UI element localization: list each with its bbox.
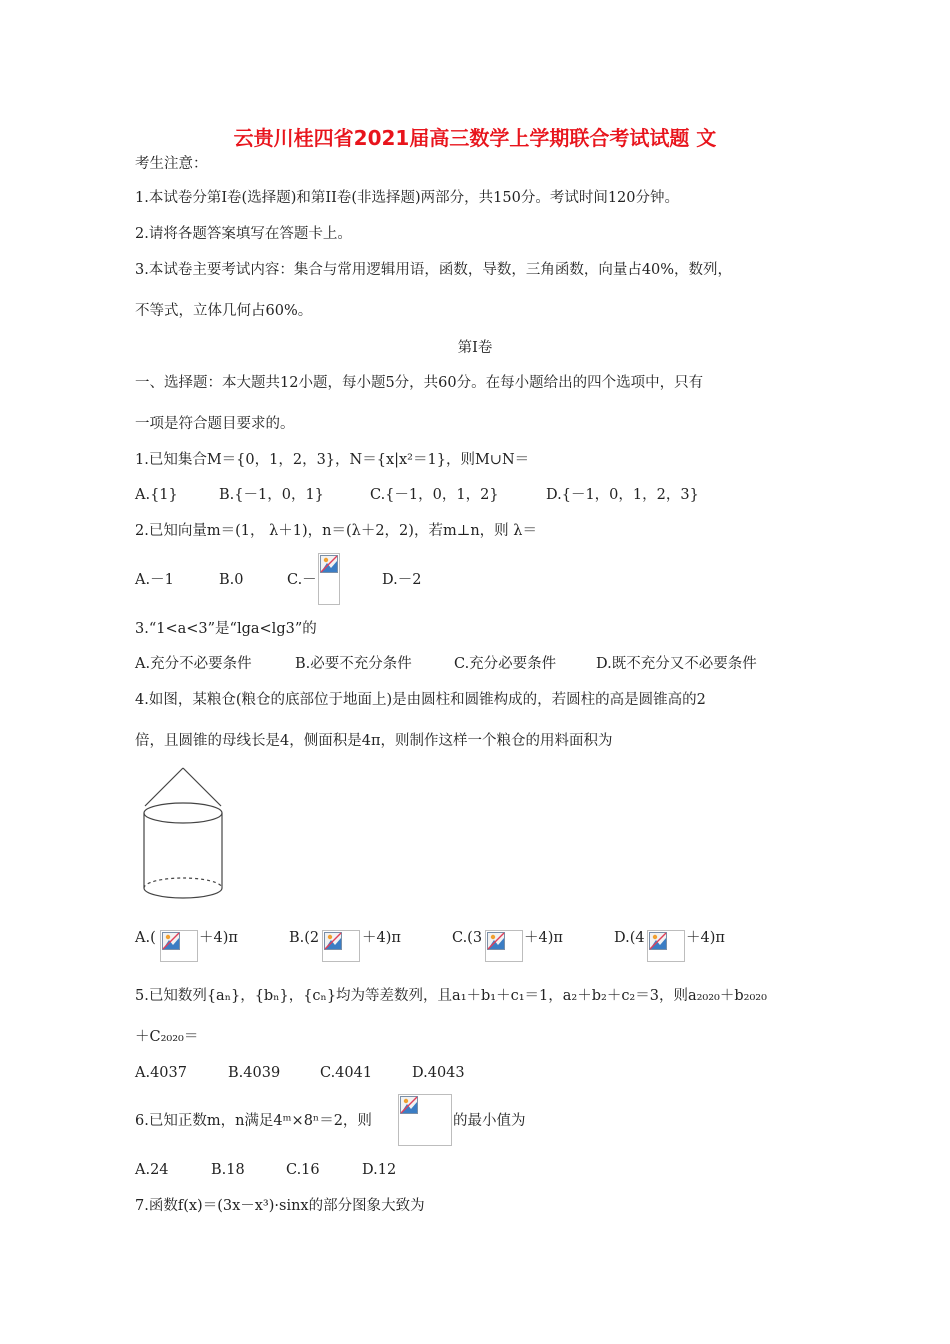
q5-stem-b: ＋C₂₀₂₀＝ (135, 1029, 199, 1045)
q4-stem-a: 4.如图，某粮仓(粮仓的底部位于地面上)是由圆柱和圆锥构成的，若圆柱的高是圆锥高的2 (135, 692, 706, 708)
q4-option-c-prefix: C.(3 (452, 930, 483, 946)
q2-option-d: D.－2 (382, 572, 422, 588)
cone-right-edge (183, 768, 221, 806)
q3-stem: 3.“1<a<3”是“lga<lg3”的 (135, 621, 317, 637)
granary-figure (136, 766, 230, 906)
q5-option-d: D.4043 (412, 1065, 465, 1081)
q3-option-c: C.充分必要条件 (454, 656, 557, 672)
q6-stem-prefix: 6.已知正数m，n满足4ᵐ×8ⁿ＝2，则 (135, 1113, 372, 1129)
q1-option-b: B.{－1，0，1} (219, 487, 324, 503)
broken-image-icon (649, 932, 667, 950)
notice-item-3b: 不等式，立体几何占60%。 (135, 303, 313, 319)
document-title: 云贵川桂四省2021届高三数学上学期联合考试试题 文 (233, 126, 717, 150)
q4-option-a-prefix: A.( (135, 930, 156, 946)
q6-option-a: A.24 (135, 1162, 169, 1178)
broken-image-icon (324, 932, 342, 950)
broken-image-icon (320, 555, 338, 573)
q1-option-d: D.{－1，0，1，2，3} (546, 487, 699, 503)
q4-option-c-image (485, 930, 523, 962)
q4-option-d-suffix: ＋4)π (686, 930, 725, 946)
q5-stem-a: 5.已知数列{aₙ}，{bₙ}，{cₙ}均为等差数列，且a₁＋b₁＋c₁＝1，a₂＋b₂＋c₂＝3，则a₂₀₂₀＋b₂₀₂₀ (135, 988, 767, 1004)
q1-option-c: C.{－1，0，1，2} (370, 487, 499, 503)
q2-option-b: B.0 (219, 572, 244, 588)
q1-stem: 1.已知集合M＝{0，1，2，3}，N＝{x|x²＝1}，则M∪N＝ (135, 452, 530, 468)
broken-image-icon (400, 1096, 418, 1114)
cylinder-bottom-back (144, 878, 222, 888)
q3-option-a: A.充分不必要条件 (135, 656, 252, 672)
q4-option-a-image (160, 930, 198, 962)
section-intro-b: 一项是符合题目要求的。 (135, 416, 295, 432)
q4-option-d-prefix: D.(4 (614, 930, 645, 946)
q5-option-a: A.4037 (135, 1065, 187, 1081)
q1-option-a: A.{1} (135, 487, 178, 503)
q2-option-c-image (318, 553, 340, 605)
q2-option-a: A.－1 (135, 572, 174, 588)
q4-option-a-suffix: ＋4)π (199, 930, 238, 946)
q2-option-c: C.－ (287, 572, 317, 588)
notice-heading: 考生注意： (135, 156, 208, 172)
q4-stem-b: 倍，且圆锥的母线长是4，侧面积是4π，则制作这样一个粮仓的用料面积为 (135, 733, 613, 749)
q7-stem: 7.函数f(x)＝(3x－x³)·sinx的部分图象大致为 (135, 1198, 425, 1214)
notice-item-2: 2.请将各题答案填写在答题卡上。 (135, 226, 352, 242)
q6-stem-suffix: 的最小值为 (453, 1113, 526, 1129)
q2-stem: 2.已知向量m＝(1， λ＋1)，n＝(λ＋2，2)，若m⊥n，则 λ＝ (135, 523, 537, 539)
q6-expression-image (398, 1094, 452, 1146)
q6-option-c: C.16 (286, 1162, 320, 1178)
notice-item-3a: 3.本试卷主要考试内容：集合与常用逻辑用语，函数，导数，三角函数，向量占40%，数列， (135, 262, 733, 278)
broken-image-icon (487, 932, 505, 950)
cylinder-top-ellipse (144, 803, 222, 823)
q4-option-b-image (322, 930, 360, 962)
cone-left-edge (145, 768, 183, 806)
q4-option-b-suffix: ＋4)π (362, 930, 401, 946)
q6-option-d: D.12 (362, 1162, 397, 1178)
cylinder-bottom-front (144, 888, 222, 898)
section-title: 第Ⅰ卷 (457, 340, 493, 356)
notice-item-1: 1.本试卷分第Ⅰ卷(选择题)和第II卷(非选择题)两部分，共150分。考试时间120分钟。 (135, 190, 679, 206)
q4-option-c-suffix: ＋4)π (524, 930, 563, 946)
q5-option-c: C.4041 (320, 1065, 373, 1081)
q4-option-d-image (647, 930, 685, 962)
broken-image-icon (162, 932, 180, 950)
q5-option-b: B.4039 (228, 1065, 281, 1081)
q3-option-b: B.必要不充分条件 (295, 656, 412, 672)
q6-option-b: B.18 (211, 1162, 245, 1178)
q4-option-b-prefix: B.(2 (289, 930, 320, 946)
q3-option-d: D.既不充分又不必要条件 (596, 656, 757, 672)
section-intro-a: 一、选择题：本大题共12小题，每小题5分，共60分。在每小题给出的四个选项中，只有 (135, 375, 704, 391)
